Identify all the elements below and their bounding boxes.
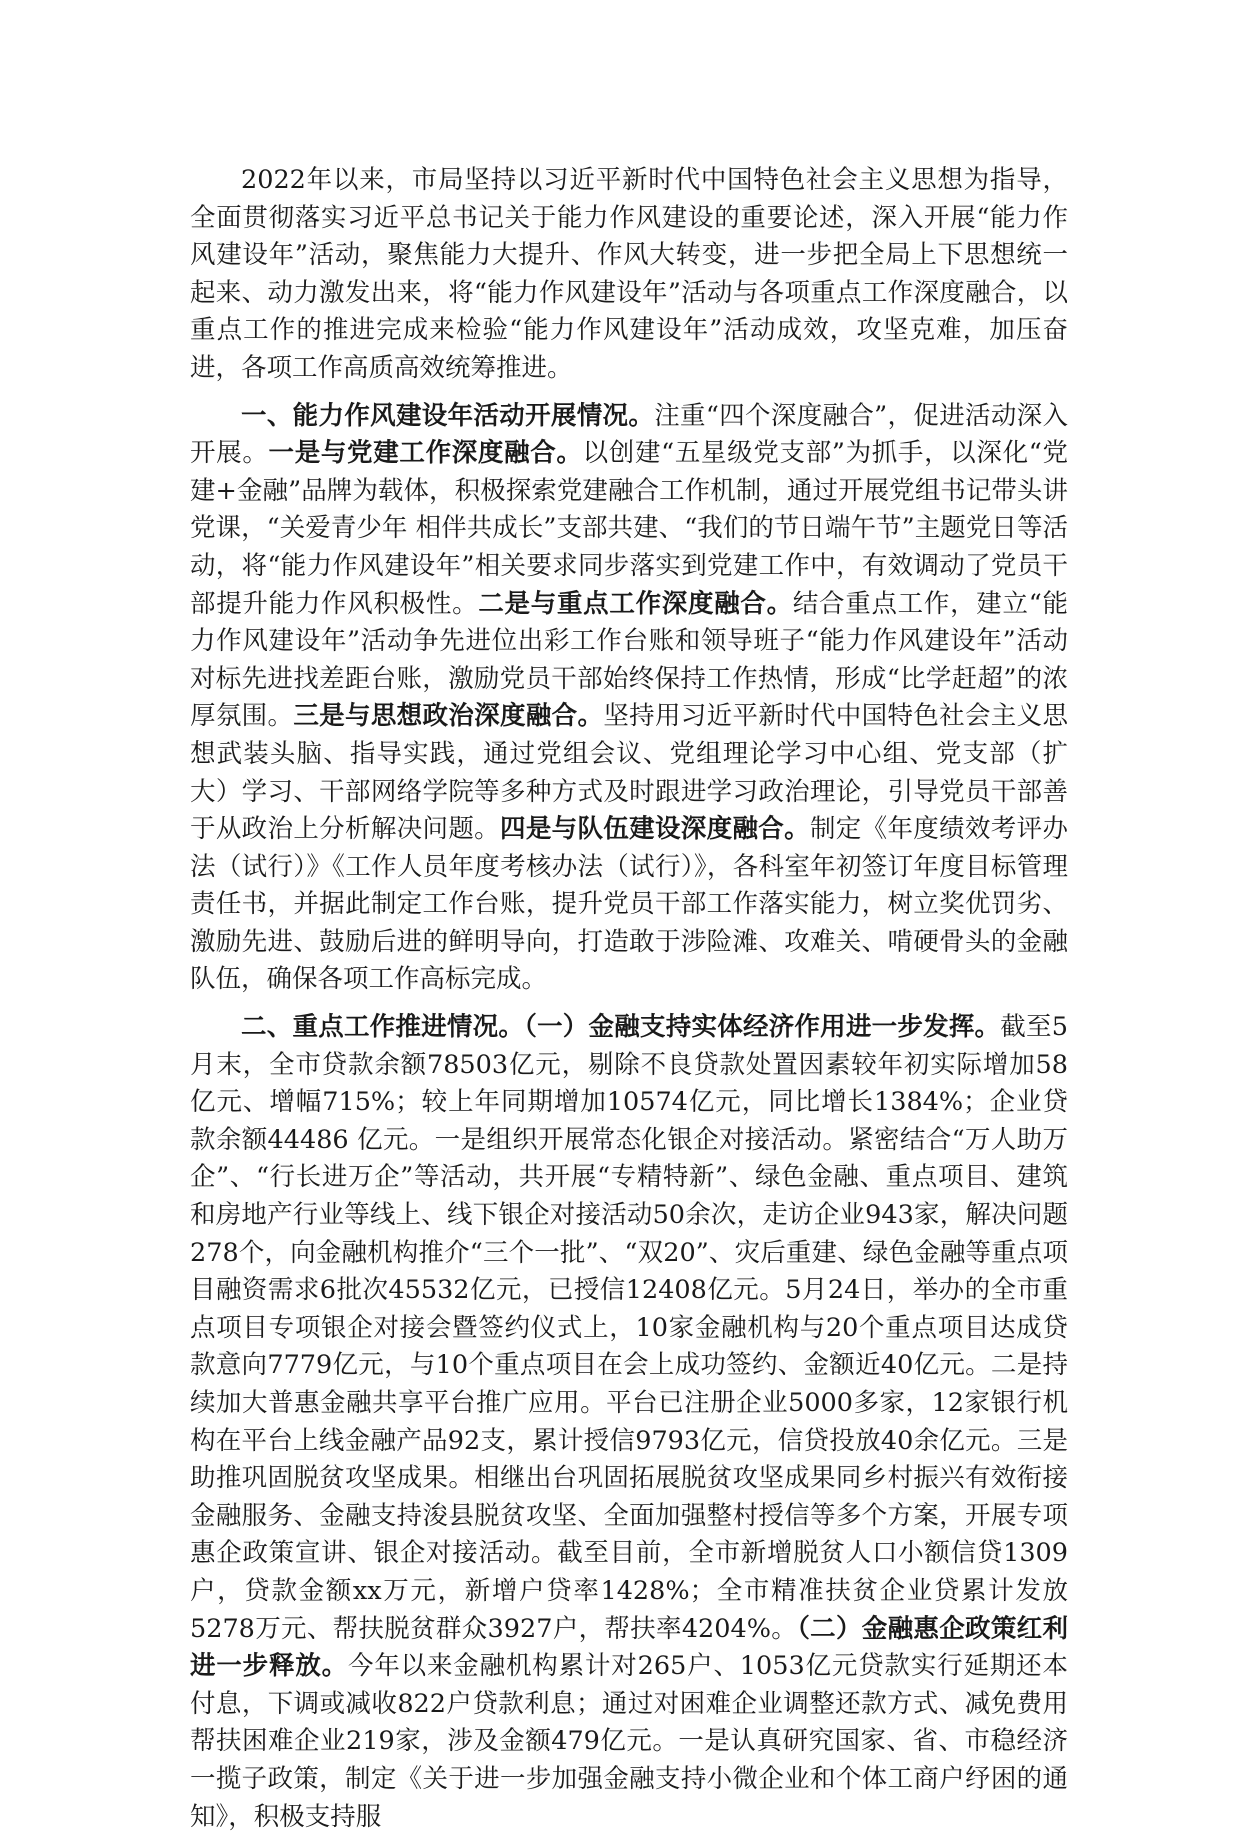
intro-text: 2022年以来，市局坚持以习近平新时代中国特色社会主义思想为指导，全面贯彻落实习近平总书记关于能力作风建设的重要论述，深入开展“能力作风建设年”活动，聚焦能力大提升、作风大转变，进一步把全局上下思想统一起来、动力激发出来，将“能力作风建设年”活动与各项重点工作深度融合，以重点工作的推进完成来检验“能力作风建设年”活动成效，攻坚克难，加压奋进，各项工作高质高效统筹推进。 — [190, 165, 1068, 383]
section-two-part-two-text: 今年以来金融机构累计对265户、1053亿元贷款实行延期还本付息，下调或减收822户贷款利息；通过对困难企业调整还款方式、减免费用帮扶困难企业219家，涉及金额479亿元。一是认真研究国家、省、市稳经济一揽子政策，制定《关于进一步加强金融支持小微企业和个体工商户纾困的通知》，积极支持服 — [190, 1651, 1068, 1832]
point-three-text: 坚持用习近平新时代中国特色社会主义思想武装头脑、指导实践，通过党组会议、党组理论学习中心组、党支部（扩大）学习、干部网络学院等多种方式及时跟进学习政治理论，引导党员干部善于从政治上分析解决问题。 — [190, 701, 1068, 845]
point-one-text: 以创建“五星级党支部”为抓手，以深化“党建+金融”品牌为载体，积极探索党建融合工作机制，通过开展党组书记带头讲党课，“关爱青少年 相伴共成长”支部共建、“我们的节日端午节”主题党日等活动，将“能力作风建设年”相关要求同步落实到党建工作中，有效调动了党员干部提升能力作风积极性。 — [190, 438, 1068, 619]
section-one-paragraph — [190, 398, 1068, 1000]
section-two-heading: 二、重点工作推进情况。（一）金融支持实体经济作用进一步发挥。 — [241, 1012, 1001, 1043]
point-two-text: 结合重点工作，建立“能力作风建设年”活动争先进位出彩工作台账和领导班子“能力作风建设年”活动对标先进找差距台账，激励党员干部始终保持工作热情，形成“比学赶超”的浓厚氛围。 — [190, 588, 1068, 732]
section-one-summary: 注重“四个深度融合”，促进活动深入开展。 — [190, 400, 1068, 469]
point-three-heading: 三是与思想政治深度融合。 — [293, 701, 604, 732]
point-two-heading: 二是与重点工作深度融合。 — [478, 588, 793, 619]
section-two-paragraph — [190, 1009, 1068, 1836]
document-body — [190, 162, 1068, 1836]
section-two-part-one-text: 截至5月末，全市贷款余额78503亿元，剔除不良贷款处置因素较年初实际增加58亿元、增幅715%；较上年同期增加10574亿元，同比增长1384%；企业贷款余额44486 亿元。一是组织开展常态化银企对接活动。紧密结合“万人助万企”、“行长进万企”等活动，共开展“专精特新”、绿色金融、重点项目、建筑和房地产行业等线上、线下银企对接活动50余次，走访企业943家，解决问题278个，向金融机构推介“三个一批”、“双20”、灾后重建、绿色金融等重点项目融资需求6批次45532亿元，已授信12408亿元。5月24日，举办的全市重点项目专项银企对接会暨签约仪式上，10家金融机构与20个重点项目达成贷款意向7779亿元，与10个重点项目在会上成功签约、金额近40亿元。二是持续加大普惠金融共享平台推广应用。平台已注册企业5000多家，12家银行机构在平台上线金融产品92支，累计授信9793亿元，信贷投放40余亿元。三是助推巩固脱贫攻坚成果。相继出台巩固拓展脱贫攻坚成果同乡村振兴有效衔接金融服务、金融支持浚县脱贫攻坚、全面加强整村授信等多个方案，开展专项惠企政策宣讲、银企对接活动。截至目前，全市新增脱贫人口小额信贷1309户，贷款金额xx万元，新增户贷率1428%；全市精准扶贫企业贷累计发放5278万元、帮扶脱贫群众3927户，帮扶率4204%。 — [190, 1012, 1068, 1644]
point-one-heading: 一是与党建工作深度融合。 — [268, 438, 583, 469]
section-two-part-two-heading: （二）金融惠企政策红利进一步释放。 — [190, 1613, 1068, 1682]
section-one-heading: 一、能力作风建设年活动开展情况。 — [241, 400, 655, 431]
point-four-heading: 四是与队伍建设深度融合。 — [499, 814, 810, 845]
intro-paragraph — [190, 162, 1068, 388]
point-four-text: 制定《年度绩效考评办法（试行）》《工作人员年度考核办法（试行）》，各科室年初签订年度目标管理责任书，并据此制定工作台账，提升党员干部工作落实能力，树立奖优罚劣、激励先进、鼓励后进的鲜明导向，打造敢于涉险滩、攻难关、啃硬骨头的金融队伍，确保各项工作高标完成。 — [190, 814, 1068, 995]
